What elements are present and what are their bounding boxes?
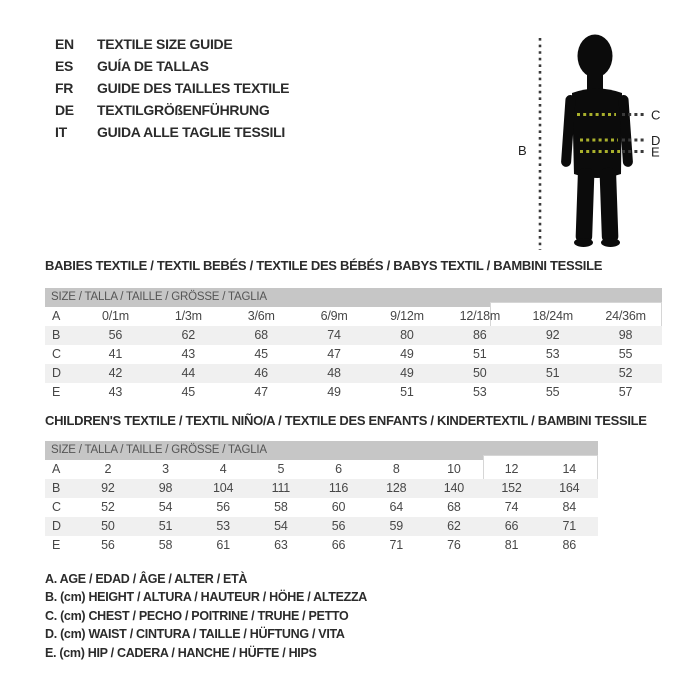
table-cell: 104 xyxy=(213,481,234,495)
table-cell: 56 xyxy=(216,500,230,514)
table-cell: 71 xyxy=(562,519,576,533)
table-cell: 47 xyxy=(327,347,341,361)
table-cell: 18/24m xyxy=(532,309,573,323)
table-cell: 74 xyxy=(327,328,341,342)
table-cell: 6 xyxy=(335,462,342,476)
table-cell: 9/12m xyxy=(390,309,424,323)
table-row xyxy=(45,345,662,364)
children-size-table xyxy=(45,441,598,555)
table-cell: 50 xyxy=(101,519,115,533)
language-code: IT xyxy=(55,124,67,140)
table-cell: 55 xyxy=(618,347,633,361)
table-row xyxy=(45,326,662,345)
table-cell: 56 xyxy=(101,538,115,552)
table-cell: 152 xyxy=(501,481,522,495)
table-cell: 51 xyxy=(473,347,487,361)
table-cell: 51 xyxy=(545,366,560,380)
table-cell: 1/3m xyxy=(174,309,202,323)
table-cell: 55 xyxy=(545,385,560,399)
language-code: ES xyxy=(55,58,74,74)
table-row xyxy=(45,517,598,536)
legend-line: D. (cm) WAIST / CINTURA / TAILLE / HÜFTUNG / VITA xyxy=(45,627,345,642)
babies-section-title: BABIES TEXTILE / TEXTIL BEBÉS / TEXTILE DES BÉBÉS / BABYS TEXTIL / BAMBINI TESSILE xyxy=(45,258,603,273)
table-cell: 59 xyxy=(389,519,403,533)
table-cell: 57 xyxy=(618,385,633,399)
table-cell: 41 xyxy=(108,347,123,361)
measurement-legend xyxy=(45,570,367,662)
table-cell: 49 xyxy=(400,347,414,361)
table-row xyxy=(45,536,598,555)
figure-label-d: D xyxy=(651,133,661,148)
language-row xyxy=(55,99,289,121)
table-cell: 68 xyxy=(447,500,461,514)
table-cell: 61 xyxy=(216,538,230,552)
table-cell: 6/9m xyxy=(320,309,348,323)
table-cell: 63 xyxy=(274,538,288,552)
table-cell: 84 xyxy=(562,500,576,514)
table-cell: 42 xyxy=(108,366,123,380)
table-cell: 0/1m xyxy=(101,309,129,323)
language-title: TEXTILGRÖßENFÜHRUNG xyxy=(97,102,270,118)
language-code: EN xyxy=(55,36,74,52)
table-cell: 46 xyxy=(254,366,268,380)
table-cell: 2 xyxy=(104,462,112,476)
table-cell: 86 xyxy=(473,328,487,342)
table-cell: 12 xyxy=(504,462,519,476)
language-row xyxy=(55,33,289,55)
table-cell: 81 xyxy=(504,538,519,552)
table-cell: 14 xyxy=(562,462,576,476)
table-cell: 12/18m xyxy=(459,309,501,323)
children-section-title: CHILDREN'S TEXTILE / TEXTIL NIÑO/A / TEXTILE DES ENFANTS / KINDERTEXTIL / BAMBINI TESSILE xyxy=(45,413,647,428)
table-cell: 56 xyxy=(331,519,346,533)
row-label: D xyxy=(52,519,61,533)
table-cell: 47 xyxy=(254,385,268,399)
table-cell: 98 xyxy=(618,328,633,342)
table-cell: 98 xyxy=(158,481,173,495)
table-row xyxy=(45,364,662,383)
legend-line: E. (cm) HIP / CADERA / HANCHE / HÜFTE / HIPS xyxy=(45,645,317,660)
table-cell: 54 xyxy=(274,519,288,533)
table-cell: 62 xyxy=(447,519,461,533)
table-cell: 4 xyxy=(219,462,227,476)
language-row xyxy=(55,77,289,99)
row-label: D xyxy=(52,366,61,380)
table-cell: 43 xyxy=(181,347,196,361)
table-cell: 53 xyxy=(216,519,230,533)
language-title: GUÍA DE TALLAS xyxy=(97,58,209,74)
table-cell: 3/6m xyxy=(247,309,275,323)
table-cell: 3 xyxy=(162,462,169,476)
table-cell: 66 xyxy=(504,519,519,533)
table-cell: 164 xyxy=(559,481,580,495)
language-title-list xyxy=(55,33,289,143)
table-cell: 43 xyxy=(108,385,123,399)
table-cell: 86 xyxy=(562,538,576,552)
table-cell: 74 xyxy=(504,500,519,514)
row-label: E xyxy=(52,538,61,552)
table-cell: 76 xyxy=(447,538,461,552)
figure-label-b: B xyxy=(518,143,527,158)
row-label: A xyxy=(52,309,61,323)
table-cell: 58 xyxy=(158,538,173,552)
table-row xyxy=(45,498,598,517)
table-cell: 56 xyxy=(108,328,123,342)
table-cell: 52 xyxy=(101,500,115,514)
measurement-figure xyxy=(505,25,675,260)
table-cell: 10 xyxy=(447,462,461,476)
figure-label-c: C xyxy=(651,107,661,123)
table-cell: 48 xyxy=(327,366,341,380)
table-cell: 68 xyxy=(254,328,268,342)
row-label: B xyxy=(52,328,61,342)
table-cell: 62 xyxy=(181,328,196,342)
table-cell: 5 xyxy=(277,462,285,476)
table-cell: 53 xyxy=(545,347,560,361)
figure-label-e: E xyxy=(651,144,660,160)
table-cell: 49 xyxy=(400,366,414,380)
table-cell: 51 xyxy=(400,385,414,399)
table-cell: 140 xyxy=(443,481,464,495)
language-row xyxy=(55,55,289,77)
legend-line: B. (cm) HEIGHT / ALTURA / HAUTEUR / HÖHE / ALTEZZA xyxy=(45,590,368,605)
language-title: GUIDA ALLE TAGLIE TESSILI xyxy=(97,124,285,140)
child-silhouette-figure xyxy=(505,25,675,260)
table-cell: 116 xyxy=(328,481,349,495)
table-cell: 52 xyxy=(618,366,633,380)
table-cell: 51 xyxy=(158,519,173,533)
size-header-bar: SIZE / TALLA / TAILLE / GRÖSSE / TAGLIA xyxy=(45,288,662,307)
row-label: B xyxy=(52,481,61,495)
table-cell: 60 xyxy=(331,500,346,514)
table-cell: 128 xyxy=(386,481,407,495)
legend-line: A. AGE / EDAD / ÂGE / ALTER / ETÀ xyxy=(45,572,248,586)
table-cell: 64 xyxy=(389,500,403,514)
size-header-bar: SIZE / TALLA / TAILLE / GRÖSSE / TAGLIA xyxy=(45,441,598,460)
language-title: GUIDE DES TAILLES TEXTILE xyxy=(97,80,290,96)
table-row xyxy=(45,383,662,402)
table-cell: 49 xyxy=(327,385,341,399)
language-code: DE xyxy=(55,102,74,118)
row-label: E xyxy=(52,385,61,399)
table-cell: 92 xyxy=(545,328,560,342)
table-cell: 50 xyxy=(473,366,487,380)
language-row xyxy=(55,121,289,143)
table-cell: 24/36m xyxy=(605,309,646,323)
table-cell: 58 xyxy=(274,500,288,514)
table-row xyxy=(45,460,598,479)
table-cell: 44 xyxy=(181,366,196,380)
table-cell: 45 xyxy=(181,385,196,399)
row-label: A xyxy=(52,462,61,476)
table-cell: 66 xyxy=(331,538,346,552)
language-code: FR xyxy=(55,80,74,96)
table-cell: 80 xyxy=(400,328,414,342)
row-label: C xyxy=(52,500,61,514)
row-label: C xyxy=(52,347,61,361)
legend-line: C. (cm) CHEST / PECHO / POITRINE / TRUHE / PETTO xyxy=(45,608,349,623)
table-row xyxy=(45,307,662,326)
table-cell: 92 xyxy=(101,481,115,495)
table-row xyxy=(45,479,598,498)
table-cell: 71 xyxy=(389,538,403,552)
table-cell: 53 xyxy=(473,385,487,399)
table-cell: 54 xyxy=(158,500,173,514)
table-cell: 8 xyxy=(392,462,400,476)
babies-size-table xyxy=(45,288,662,402)
language-title: TEXTILE SIZE GUIDE xyxy=(97,36,233,52)
table-cell: 45 xyxy=(254,347,268,361)
table-cell: 111 xyxy=(271,481,291,495)
